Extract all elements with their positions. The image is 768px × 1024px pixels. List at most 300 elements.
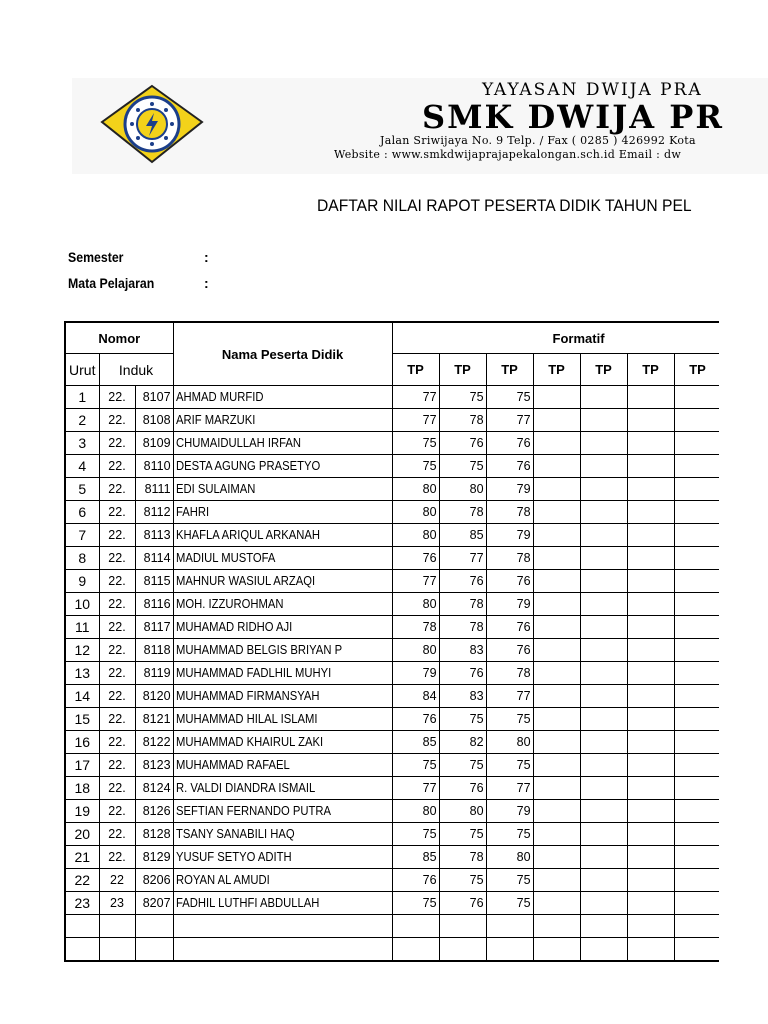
cell-nis: 8124 — [135, 777, 173, 800]
semester-label: Semester — [68, 249, 124, 265]
cell-tp: 85 — [392, 731, 439, 754]
cell-tp: 78 — [392, 616, 439, 639]
cell-urut: 20 — [65, 823, 99, 846]
table-row — [65, 455, 719, 478]
cell-tp — [627, 754, 674, 777]
cell-year: 22. — [99, 547, 135, 570]
cell-nis: 8119 — [135, 662, 173, 685]
cell-nis: 8122 — [135, 731, 173, 754]
table-row — [65, 639, 719, 662]
cell-tp: 78 — [439, 593, 486, 616]
cell-tp — [580, 524, 627, 547]
cell-name — [173, 662, 392, 685]
cell-year: 22. — [99, 478, 135, 501]
cell-tp: 80 — [486, 731, 533, 754]
cell-tp — [627, 455, 674, 478]
cell-tp — [392, 915, 439, 938]
cell-tp — [580, 432, 627, 455]
document-title: DAFTAR NILAI RAPOT PESERTA DIDIK TAHUN PEL — [317, 196, 692, 215]
cell-nis: 8112 — [135, 501, 173, 524]
student-name: MUHAMMAD HILAL ISLAMI — [175, 712, 318, 726]
cell-urut: 13 — [65, 662, 99, 685]
cell-tp — [674, 409, 719, 432]
letterhead — [72, 78, 768, 174]
cell-tp: 75 — [392, 892, 439, 915]
cell-name — [173, 570, 392, 593]
cell-tp: 79 — [392, 662, 439, 685]
student-name: YUSUF SETYO ADITH — [175, 850, 292, 864]
cell-name — [173, 915, 392, 938]
cell-tp: 75 — [486, 869, 533, 892]
cell-tp: 76 — [486, 639, 533, 662]
cell-tp — [580, 570, 627, 593]
cell-tp — [627, 639, 674, 662]
cell-tp — [674, 616, 719, 639]
cell-tp: 77 — [392, 570, 439, 593]
table-row — [65, 777, 719, 800]
cell-urut — [65, 938, 99, 962]
cell-year: 22. — [99, 777, 135, 800]
cell-urut: 10 — [65, 593, 99, 616]
table-row — [65, 501, 719, 524]
cell-tp — [533, 616, 580, 639]
cell-name — [173, 800, 392, 823]
cell-tp: 80 — [392, 800, 439, 823]
cell-year: 22 — [99, 869, 135, 892]
cell-tp — [533, 501, 580, 524]
cell-tp — [674, 386, 719, 409]
cell-tp — [580, 455, 627, 478]
cell-year: 22. — [99, 754, 135, 777]
cell-urut: 22 — [65, 869, 99, 892]
cell-nis: 8129 — [135, 846, 173, 869]
header-tp: TP — [533, 354, 580, 386]
cell-name — [173, 938, 392, 962]
cell-year: 23 — [99, 892, 135, 915]
cell-urut: 16 — [65, 731, 99, 754]
cell-nis: 8108 — [135, 409, 173, 432]
cell-tp: 79 — [486, 800, 533, 823]
table-row — [65, 938, 719, 962]
table-row — [65, 662, 719, 685]
cell-tp: 76 — [486, 432, 533, 455]
cell-year: 22. — [99, 593, 135, 616]
cell-name — [173, 455, 392, 478]
subject-colon: : — [204, 275, 209, 291]
cell-tp — [580, 708, 627, 731]
cell-urut: 23 — [65, 892, 99, 915]
student-name: DESTA AGUNG PRASETYO — [175, 459, 320, 473]
cell-urut: 3 — [65, 432, 99, 455]
cell-tp: 79 — [486, 593, 533, 616]
school-address: Jalan Sriwijaya No. 9 Telp. / Fax ( 0285 ) 426992 Kota — [380, 134, 696, 147]
cell-tp — [533, 524, 580, 547]
cell-name — [173, 432, 392, 455]
student-name: TSANY SANABILI HAQ — [175, 827, 295, 841]
semester-colon: : — [204, 249, 209, 265]
cell-tp — [674, 846, 719, 869]
cell-tp — [580, 846, 627, 869]
cell-name — [173, 478, 392, 501]
cell-tp — [533, 708, 580, 731]
cell-tp — [533, 478, 580, 501]
cell-tp — [533, 432, 580, 455]
cell-tp — [439, 938, 486, 962]
cell-year: 22. — [99, 708, 135, 731]
cell-tp: 78 — [439, 616, 486, 639]
cell-tp: 75 — [392, 432, 439, 455]
cell-tp — [674, 869, 719, 892]
table-row — [65, 478, 719, 501]
cell-nis: 8120 — [135, 685, 173, 708]
cell-tp — [627, 777, 674, 800]
cell-tp — [674, 892, 719, 915]
cell-urut: 8 — [65, 547, 99, 570]
cell-tp — [674, 708, 719, 731]
cell-name — [173, 892, 392, 915]
cell-tp — [674, 938, 719, 962]
cell-tp: 75 — [486, 892, 533, 915]
table-row — [65, 800, 719, 823]
cell-urut: 1 — [65, 386, 99, 409]
cell-tp — [627, 501, 674, 524]
foundation-name: YAYASAN DWIJA PRA — [482, 80, 703, 100]
cell-tp — [580, 547, 627, 570]
cell-urut — [65, 915, 99, 938]
cell-tp — [674, 731, 719, 754]
cell-name — [173, 869, 392, 892]
cell-tp — [580, 639, 627, 662]
cell-tp: 76 — [486, 570, 533, 593]
table-row — [65, 823, 719, 846]
table-row — [65, 754, 719, 777]
cell-tp: 77 — [439, 547, 486, 570]
cell-tp: 78 — [439, 409, 486, 432]
school-contact: Website : www.smkdwijaprajapekalongan.sch.id Email : dw — [334, 148, 682, 161]
cell-year: 22. — [99, 409, 135, 432]
cell-nis: 8121 — [135, 708, 173, 731]
cell-tp — [580, 754, 627, 777]
cell-tp — [486, 915, 533, 938]
cell-tp — [533, 639, 580, 662]
student-name: R. VALDI DIANDRA ISMAIL — [175, 781, 315, 795]
cell-name — [173, 593, 392, 616]
table-row — [65, 524, 719, 547]
cell-name — [173, 823, 392, 846]
header-tp: TP — [580, 354, 627, 386]
table-row — [65, 386, 719, 409]
cell-tp — [533, 409, 580, 432]
cell-year: 22. — [99, 570, 135, 593]
cell-year: 22. — [99, 662, 135, 685]
cell-urut: 7 — [65, 524, 99, 547]
cell-tp — [533, 685, 580, 708]
student-name: CHUMAIDULLAH IRFAN — [175, 436, 301, 450]
cell-tp: 85 — [392, 846, 439, 869]
cell-tp: 79 — [486, 524, 533, 547]
table-row — [65, 846, 719, 869]
cell-tp — [627, 685, 674, 708]
subject-label: Mata Pelajaran — [68, 275, 155, 291]
cell-tp: 75 — [439, 386, 486, 409]
cell-tp — [533, 869, 580, 892]
cell-urut: 11 — [65, 616, 99, 639]
cell-name — [173, 731, 392, 754]
cell-tp — [486, 938, 533, 962]
cell-tp: 75 — [486, 823, 533, 846]
cell-tp — [533, 593, 580, 616]
table-row — [65, 593, 719, 616]
cell-tp: 77 — [392, 386, 439, 409]
cell-tp: 75 — [439, 823, 486, 846]
cell-urut: 18 — [65, 777, 99, 800]
cell-tp — [627, 869, 674, 892]
cell-year: 22. — [99, 731, 135, 754]
cell-tp — [580, 731, 627, 754]
table-row — [65, 915, 719, 938]
header-nomor: Nomor — [65, 322, 173, 354]
cell-year: 22. — [99, 685, 135, 708]
cell-tp — [674, 754, 719, 777]
header-induk: Induk — [99, 354, 173, 386]
cell-nis: 8116 — [135, 593, 173, 616]
cell-tp — [674, 685, 719, 708]
cell-urut: 6 — [65, 501, 99, 524]
student-name: ARIF MARZUKI — [175, 413, 255, 427]
cell-tp — [533, 915, 580, 938]
header-tp: TP — [392, 354, 439, 386]
cell-nis: 8117 — [135, 616, 173, 639]
table-row — [65, 616, 719, 639]
cell-tp: 75 — [392, 823, 439, 846]
student-name: KHAFLA ARIQUL ARKANAH — [175, 528, 320, 542]
cell-tp — [533, 547, 580, 570]
cell-tp — [627, 570, 674, 593]
cell-tp: 77 — [486, 685, 533, 708]
table-row — [65, 731, 719, 754]
cell-nis: 8206 — [135, 869, 173, 892]
cell-year: 22. — [99, 639, 135, 662]
cell-tp: 75 — [486, 754, 533, 777]
cell-tp — [580, 593, 627, 616]
cell-tp: 75 — [486, 386, 533, 409]
cell-tp — [627, 593, 674, 616]
cell-tp — [674, 547, 719, 570]
cell-urut: 2 — [65, 409, 99, 432]
cell-tp — [674, 570, 719, 593]
cell-year: 22. — [99, 616, 135, 639]
table-row — [65, 570, 719, 593]
cell-tp — [674, 777, 719, 800]
cell-tp — [674, 639, 719, 662]
cell-name — [173, 685, 392, 708]
cell-year: 22. — [99, 432, 135, 455]
header-urut: Urut — [65, 354, 99, 386]
student-name: EDI SULAIMAN — [175, 482, 255, 496]
cell-urut: 12 — [65, 639, 99, 662]
cell-tp: 76 — [439, 892, 486, 915]
cell-tp — [627, 409, 674, 432]
cell-tp: 80 — [392, 478, 439, 501]
cell-year: 22. — [99, 800, 135, 823]
cell-tp — [674, 915, 719, 938]
cell-nis: 8111 — [135, 478, 173, 501]
cell-tp — [627, 478, 674, 501]
cell-tp: 80 — [486, 846, 533, 869]
cell-tp: 85 — [439, 524, 486, 547]
cell-tp: 80 — [392, 524, 439, 547]
cell-tp: 75 — [439, 708, 486, 731]
cell-nis: 8113 — [135, 524, 173, 547]
cell-name — [173, 846, 392, 869]
cell-tp — [580, 616, 627, 639]
cell-tp — [580, 869, 627, 892]
cell-tp: 78 — [439, 846, 486, 869]
cell-nis: 8115 — [135, 570, 173, 593]
school-name: SMK DWIJA PR — [422, 98, 724, 136]
cell-name — [173, 616, 392, 639]
cell-tp — [580, 386, 627, 409]
student-name: MAHNUR WASIUL ARZAQI — [175, 574, 315, 588]
student-name: MUHAMMAD FIRMANSYAH — [175, 689, 320, 703]
cell-nis: 8207 — [135, 892, 173, 915]
table-row — [65, 869, 719, 892]
cell-year — [99, 938, 135, 962]
cell-tp — [580, 662, 627, 685]
cell-name — [173, 754, 392, 777]
cell-tp — [674, 662, 719, 685]
cell-tp: 78 — [486, 547, 533, 570]
cell-nis — [135, 938, 173, 962]
cell-tp: 78 — [486, 501, 533, 524]
cell-tp: 78 — [439, 501, 486, 524]
cell-year: 22. — [99, 823, 135, 846]
cell-tp — [627, 524, 674, 547]
cell-name — [173, 639, 392, 662]
student-name: MUHAMMAD BELGIS BRIYAN P — [175, 643, 342, 657]
cell-tp — [533, 731, 580, 754]
cell-tp — [674, 800, 719, 823]
cell-nis: 8126 — [135, 800, 173, 823]
cell-tp: 82 — [439, 731, 486, 754]
cell-tp: 75 — [486, 708, 533, 731]
cell-tp: 78 — [486, 662, 533, 685]
cell-tp — [627, 915, 674, 938]
table-row — [65, 708, 719, 731]
cell-nis: 8128 — [135, 823, 173, 846]
table-row — [65, 892, 719, 915]
cell-nis: 8110 — [135, 455, 173, 478]
cell-tp: 75 — [392, 754, 439, 777]
cell-year: 22. — [99, 846, 135, 869]
cell-tp: 76 — [392, 869, 439, 892]
cell-tp — [533, 938, 580, 962]
cell-tp — [627, 800, 674, 823]
cell-tp — [627, 616, 674, 639]
cell-tp: 76 — [486, 455, 533, 478]
header-tp: TP — [439, 354, 486, 386]
cell-urut: 19 — [65, 800, 99, 823]
cell-tp — [580, 409, 627, 432]
student-name: MUHAMMAD FADLHIL MUHYI — [175, 666, 331, 680]
cell-tp — [533, 570, 580, 593]
cell-tp — [580, 915, 627, 938]
cell-tp — [627, 432, 674, 455]
cell-tp: 76 — [439, 777, 486, 800]
table-row — [65, 409, 719, 432]
cell-tp — [674, 823, 719, 846]
cell-name — [173, 386, 392, 409]
cell-tp — [627, 731, 674, 754]
grades-table — [64, 321, 719, 962]
cell-name — [173, 409, 392, 432]
cell-tp — [580, 685, 627, 708]
cell-nis: 8118 — [135, 639, 173, 662]
cell-tp: 80 — [439, 800, 486, 823]
cell-tp — [533, 386, 580, 409]
student-name: MADIUL MUSTOFA — [175, 551, 275, 565]
student-name: SEFTIAN FERNANDO PUTRA — [175, 804, 331, 818]
cell-tp: 79 — [486, 478, 533, 501]
cell-tp — [627, 708, 674, 731]
cell-tp: 75 — [439, 455, 486, 478]
table-row — [65, 685, 719, 708]
cell-tp — [674, 478, 719, 501]
student-name: ROYAN AL AMUDI — [175, 873, 270, 887]
student-name: MUHAMMAD RAFAEL — [175, 758, 290, 772]
cell-year: 22. — [99, 501, 135, 524]
cell-year: 22. — [99, 386, 135, 409]
cell-tp: 76 — [439, 662, 486, 685]
cell-tp — [533, 777, 580, 800]
school-logo-icon — [98, 84, 206, 164]
cell-tp — [580, 800, 627, 823]
cell-urut: 17 — [65, 754, 99, 777]
cell-tp: 80 — [392, 501, 439, 524]
cell-nis — [135, 915, 173, 938]
cell-tp: 75 — [439, 869, 486, 892]
cell-tp — [627, 386, 674, 409]
student-name: MUHAMMAD KHAIRUL ZAKI — [175, 735, 323, 749]
cell-tp — [580, 892, 627, 915]
cell-tp: 75 — [439, 754, 486, 777]
cell-tp: 80 — [392, 593, 439, 616]
cell-urut: 9 — [65, 570, 99, 593]
cell-nis: 8114 — [135, 547, 173, 570]
table-row — [65, 432, 719, 455]
cell-urut: 14 — [65, 685, 99, 708]
student-name: MUHAMAD RIDHO AJI — [175, 620, 292, 634]
cell-tp — [627, 892, 674, 915]
cell-year: 22. — [99, 524, 135, 547]
cell-tp — [674, 593, 719, 616]
grades-table-wrapper — [64, 321, 719, 971]
cell-tp: 80 — [439, 478, 486, 501]
cell-tp: 77 — [392, 777, 439, 800]
cell-tp: 83 — [439, 685, 486, 708]
cell-name — [173, 708, 392, 731]
cell-tp — [674, 432, 719, 455]
cell-tp — [627, 846, 674, 869]
cell-tp — [533, 823, 580, 846]
cell-tp — [580, 938, 627, 962]
student-name: FADHIL LUTHFI ABDULLAH — [175, 896, 319, 910]
cell-tp — [533, 892, 580, 915]
header-formatif: Formatif — [392, 322, 719, 354]
cell-tp: 76 — [392, 547, 439, 570]
student-name: FAHRI — [175, 505, 209, 519]
cell-tp — [627, 938, 674, 962]
